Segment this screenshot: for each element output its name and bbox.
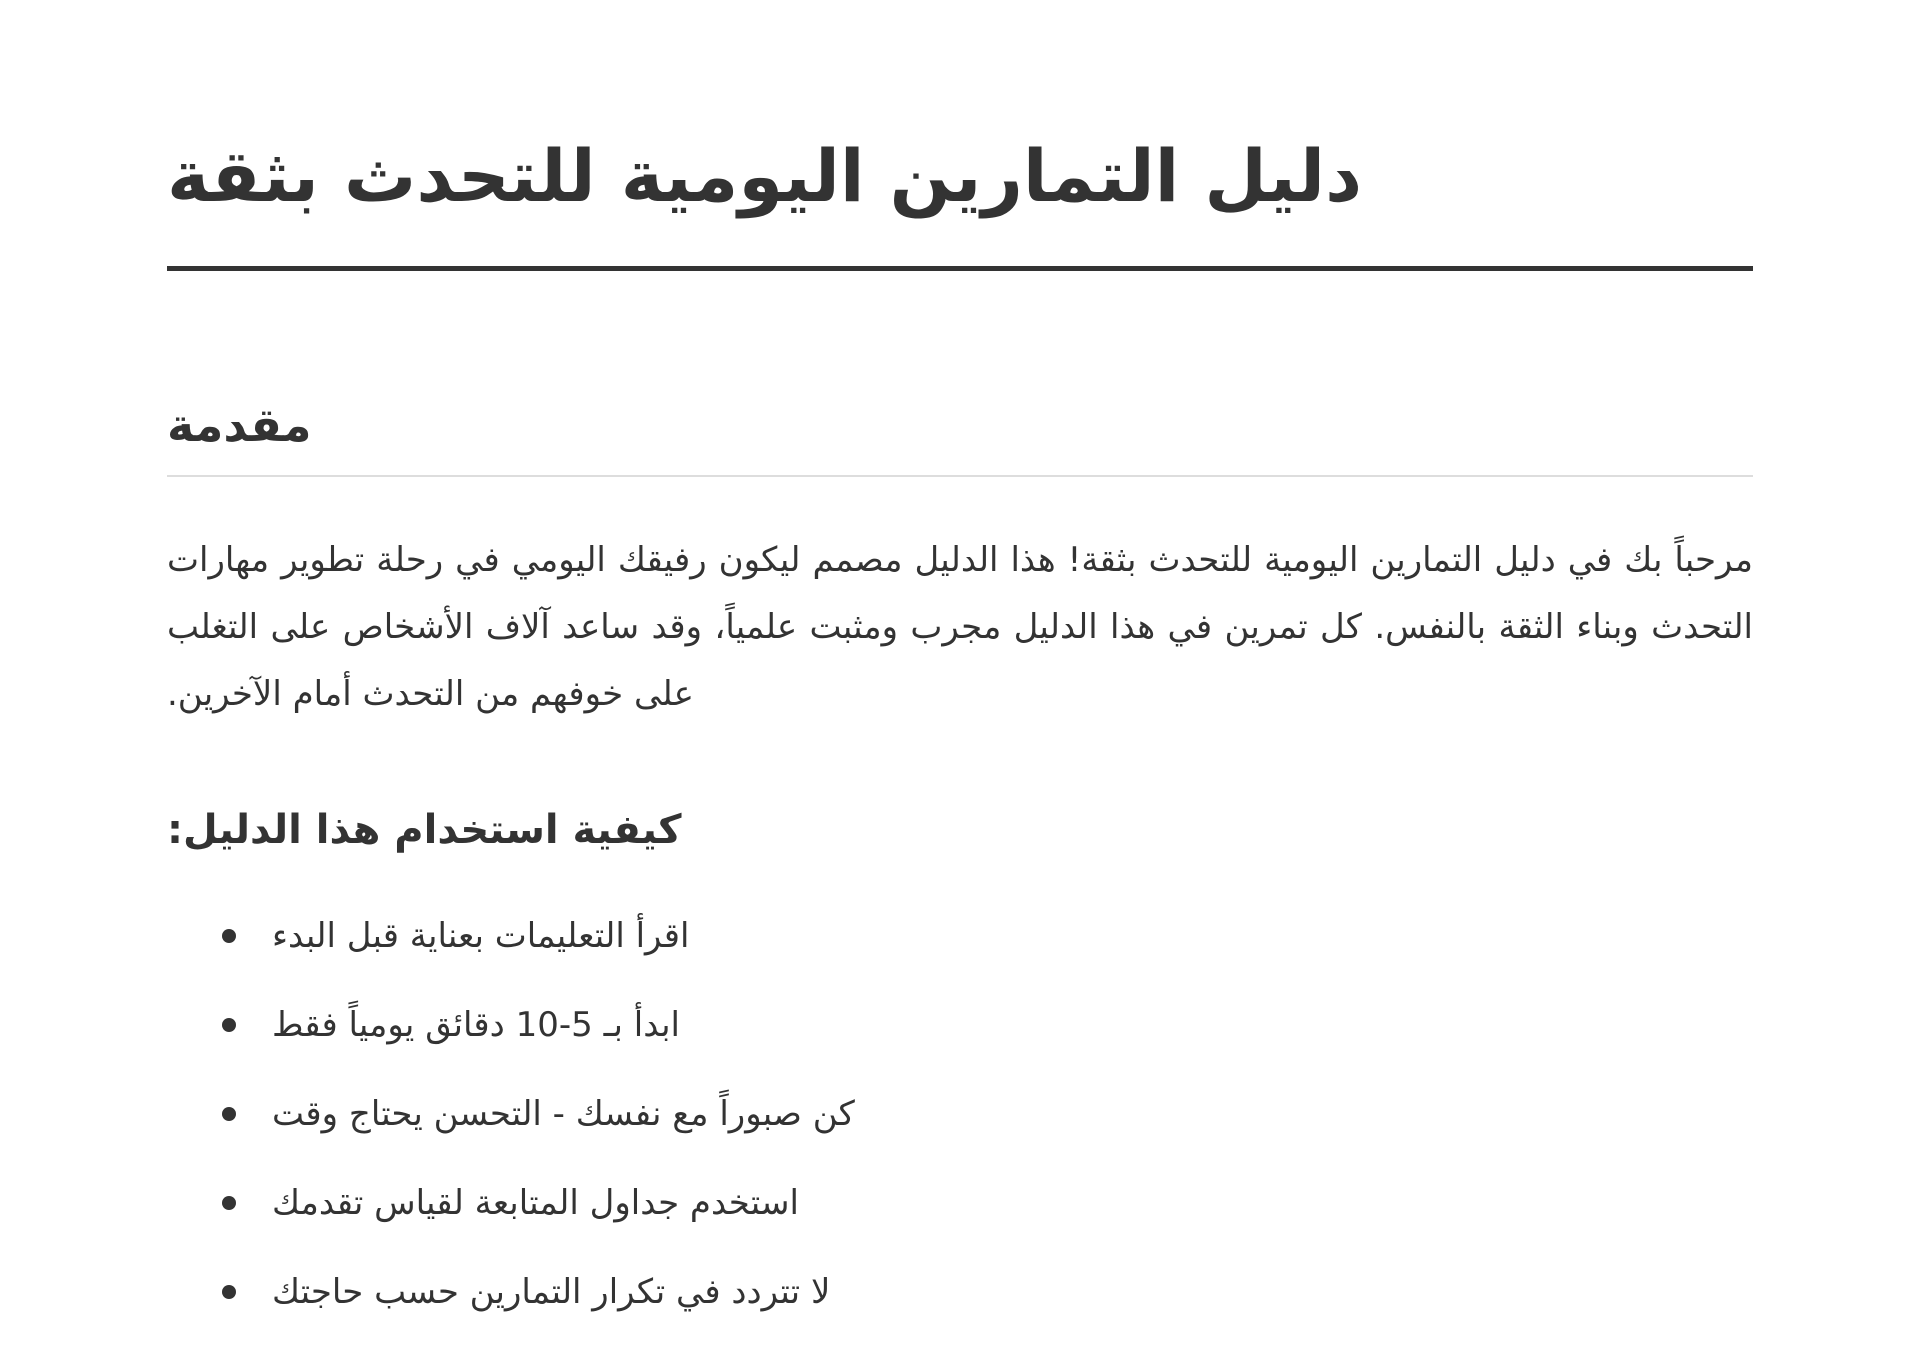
list-item xyxy=(167,1082,1753,1171)
usage-list xyxy=(167,904,1753,1349)
intro-paragraph: مرحباً بك في دليل التمارين اليومية للتحدث بثقة! هذا الدليل مصمم ليكون رفيقك اليومي في رحلة تطوير مهارات التحدث وبناء الثقة بالنفس. كل تمرين في هذا الدليل مجرب ومثبت علمياً، وقد ساعد آلاف الأشخاص على التغلب على خوفهم من التحدث أمام الآخرين. xyxy=(167,540,1753,714)
list-item xyxy=(167,1260,1753,1349)
page-title: دليل التمارين اليومية للتحدث بثقة xyxy=(167,134,1363,218)
list-item xyxy=(167,993,1753,1082)
document-body xyxy=(167,0,1753,1349)
title-divider xyxy=(167,266,1753,271)
bullet-icon xyxy=(222,929,236,943)
list-item-text: ابدأ بـ 5-10 دقائق يومياً فقط xyxy=(272,1005,681,1045)
bullet-icon xyxy=(222,1285,236,1299)
list-item-text: استخدم جداول المتابعة لقياس تقدمك xyxy=(272,1183,799,1223)
usage-heading: كيفية استخدام هذا الدليل: xyxy=(167,807,682,853)
list-item-text: لا تتردد في تكرار التمارين حسب حاجتك xyxy=(272,1272,831,1312)
intro-heading: مقدمة xyxy=(167,398,312,452)
list-item xyxy=(167,1171,1753,1260)
intro-divider xyxy=(167,475,1753,477)
list-item-text: كن صبوراً مع نفسك - التحسن يحتاج وقت xyxy=(272,1094,855,1134)
bullet-icon xyxy=(222,1196,236,1210)
list-item xyxy=(167,904,1753,993)
bullet-icon xyxy=(222,1018,236,1032)
list-item-text: اقرأ التعليمات بعناية قبل البدء xyxy=(272,916,690,956)
bullet-icon xyxy=(222,1107,236,1121)
